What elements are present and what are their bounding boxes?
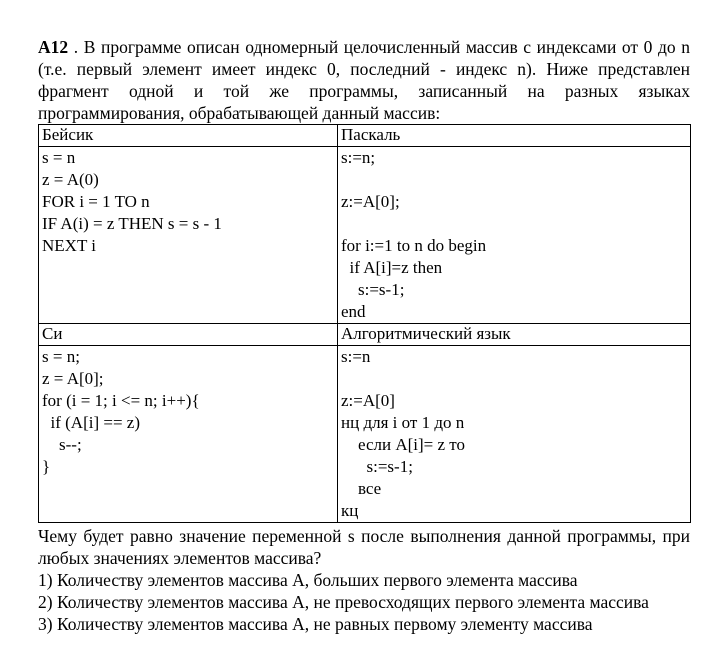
code-line xyxy=(341,213,690,235)
c-code xyxy=(39,346,338,523)
code-row-2 xyxy=(39,346,691,523)
question-text: . В программе описан одномерный целочисленный массив с индексами от 0 до n (т.е. первый элемент имеет индекс 0, последний - индекс n). Ниже представлен фрагмент одной и той же программы, записанный на разных языках программирования, обрабатывающей данный массив: xyxy=(38,37,690,123)
question-statement xyxy=(38,36,690,124)
code-line: s = n; xyxy=(42,347,80,366)
basic-header: Бейсик xyxy=(39,125,338,147)
code-line xyxy=(42,500,337,522)
code-line: z:=A[0]; xyxy=(341,192,400,211)
code-line xyxy=(42,257,337,279)
header-row-1 xyxy=(39,125,691,147)
code-line: if (A[i] == z) xyxy=(42,413,140,432)
code-line: z = A(0) xyxy=(42,170,99,189)
question-page xyxy=(38,36,690,635)
code-line: FOR i = 1 TO n xyxy=(42,192,150,211)
algo-code xyxy=(338,346,691,523)
question-prompt: Чему будет равно значение переменной s после выполнения данной программы, при любых значениях элементов массива? xyxy=(38,526,690,568)
code-line: s = n xyxy=(42,148,76,167)
code-line xyxy=(341,368,690,390)
code-line: for i:=1 to n do begin xyxy=(341,236,487,255)
code-line: if A[i]=z then xyxy=(341,258,443,277)
code-line: IF A(i) = z THEN s = s - 1 xyxy=(42,214,222,233)
code-line: кц xyxy=(341,501,359,520)
code-line: for (i = 1; i <= n; i++){ xyxy=(42,391,200,410)
question-tail xyxy=(38,525,690,635)
code-line: z = A[0]; xyxy=(42,369,104,388)
code-line xyxy=(42,478,337,500)
header-row-2 xyxy=(39,324,691,346)
code-line: s:=s-1; xyxy=(341,457,413,476)
code-line: s:=s-1; xyxy=(341,280,405,299)
code-table xyxy=(38,124,691,523)
code-line xyxy=(341,169,690,191)
code-row-1 xyxy=(39,147,691,324)
code-line: } xyxy=(42,457,51,476)
code-line: z:=A[0] xyxy=(341,391,395,410)
code-line: s:=n; xyxy=(341,148,376,167)
code-line: NEXT i xyxy=(42,236,96,255)
code-line: нц для i от 1 до n xyxy=(341,413,465,432)
basic-code xyxy=(39,147,338,324)
question-number: A12 xyxy=(38,37,69,57)
answer-option: 2) Количеству элементов массива A, не превосходящих первого элемента массива xyxy=(38,592,649,612)
code-line: end xyxy=(341,302,366,321)
pascal-code xyxy=(338,147,691,324)
c-header: Си xyxy=(39,324,338,346)
code-line xyxy=(42,279,337,301)
code-line: s:=n xyxy=(341,347,371,366)
code-line xyxy=(42,301,337,323)
answer-option: 3) Количеству элементов массива A, не равных первому элементу массива xyxy=(38,614,593,634)
answer-option: 1) Количеству элементов массива A, больших первого элемента массива xyxy=(38,570,578,590)
algo-header: Алгоритмический язык xyxy=(338,324,691,346)
pascal-header: Паскаль xyxy=(338,125,691,147)
code-line: s--; xyxy=(42,435,82,454)
code-line: если A[i]= z то xyxy=(341,435,466,454)
code-line: все xyxy=(341,479,382,498)
